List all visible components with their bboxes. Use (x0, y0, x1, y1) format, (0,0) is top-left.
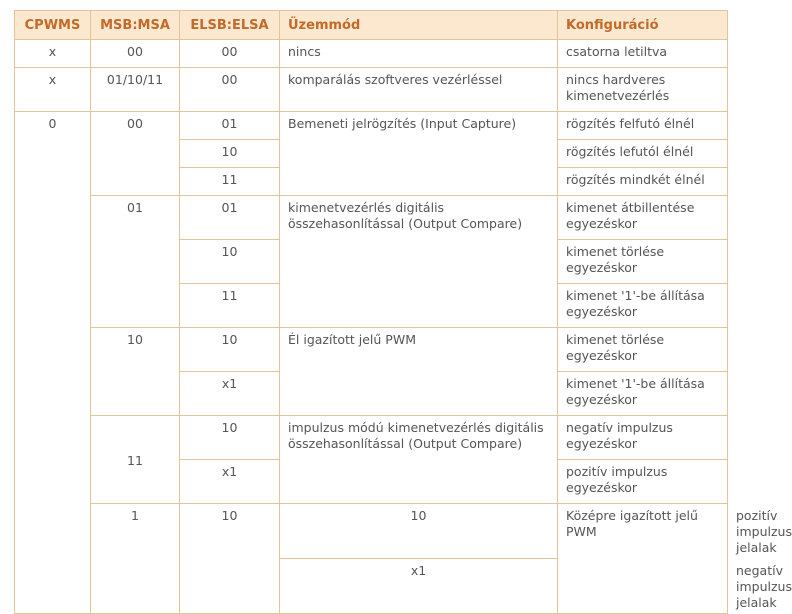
table-row (15, 196, 728, 240)
cell-mode: impulzus módú kimenetvezérlés digitális összehasonlítással (Output Compare) (280, 416, 558, 504)
cell-config: kimenet '1'-be állítása egyezéskor (558, 284, 728, 328)
cell-config: pozitív impulzus egyezéskor (558, 460, 728, 504)
cell-elsb-elsa: 10 (180, 416, 280, 460)
cell-elsb-elsa: 00 (180, 40, 280, 68)
cell-elsb-elsa: x1 (180, 460, 280, 504)
table-row (15, 416, 728, 460)
header-cpwms: CPWMS (15, 11, 91, 40)
cell-config: kimenet átbillentése egyezéskor (558, 196, 728, 240)
cell-elsb-elsa: 10 (180, 240, 280, 284)
cell-config: rögzítés mindkét élnél (558, 168, 728, 196)
cell-config: rögzítés lefutól élnél (558, 140, 728, 168)
cell-config: kimenet törlése egyezéskor (558, 328, 728, 372)
cell-mode: komparálás szoftveres vezérléssel (280, 68, 558, 112)
cell-config: kimenet törlése egyezéskor (558, 240, 728, 284)
cell-elsb-elsa: x1 (280, 559, 558, 614)
cell-elsb-elsa: 00 (180, 68, 280, 112)
cell-mode: Középre igazított jelű PWM (558, 504, 728, 614)
cell-elsb-elsa: 11 (180, 284, 280, 328)
cell-elsb-elsa: x1 (180, 372, 280, 416)
cell-elsb-elsa: 10 (280, 504, 558, 559)
mode-table (14, 10, 792, 614)
cell-msb-msa: 10 (180, 504, 280, 614)
header-row (15, 11, 728, 40)
cell-msb-msa: 00 (91, 112, 180, 196)
cell-msb-msa: 11 (91, 416, 180, 504)
cell-mode: Él igazított jelű PWM (280, 328, 558, 416)
cell-mode: nincs (280, 40, 558, 68)
cell-cpwms: x (15, 68, 91, 112)
table-row (15, 68, 728, 112)
table-row (15, 328, 728, 372)
cell-elsb-elsa: 11 (180, 168, 280, 196)
cell-cpwms: 0 (15, 112, 91, 614)
cell-mode: Bemeneti jelrögzítés (Input Capture) (280, 112, 558, 196)
cell-cpwms: x (15, 40, 91, 68)
cell-msb-msa: 00 (91, 40, 180, 68)
header-config: Konfiguráció (558, 11, 728, 40)
cell-msb-msa: 10 (91, 328, 180, 416)
cell-mode: kimenetvezérlés digitális összehasonlítással (Output Compare) (280, 196, 558, 328)
cell-cpwms: 1 (91, 504, 180, 614)
table-row (15, 40, 728, 68)
cell-config: csatorna letiltva (558, 40, 728, 68)
table-row (15, 112, 728, 140)
table-row: 1 10 10 Középre igazított jelű PWM pozitív impulzus jelalak (15, 504, 728, 559)
cell-config: kimenet '1'-be állítása egyezéskor (558, 372, 728, 416)
cell-config: rögzítés felfutó élnél (558, 112, 728, 140)
header-msb-msa: MSB:MSA (91, 11, 180, 40)
cell-msb-msa: 01/10/11 (91, 68, 180, 112)
header-mode: Üzemmód (280, 11, 558, 40)
cell-config: nincs hardveres kimenetvezérlés (558, 68, 728, 112)
cell-elsb-elsa: 01 (180, 196, 280, 240)
cell-elsb-elsa: 10 (180, 328, 280, 372)
table-row: x1 negatív impulzus jelalak (15, 559, 728, 614)
cell-config: negatív impulzus egyezéskor (558, 416, 728, 460)
cell-elsb-elsa: 01 (180, 112, 280, 140)
header-elsb-elsa: ELSB:ELSA (180, 11, 280, 40)
cell-msb-msa: 01 (91, 196, 180, 328)
cell-elsb-elsa: 10 (180, 140, 280, 168)
